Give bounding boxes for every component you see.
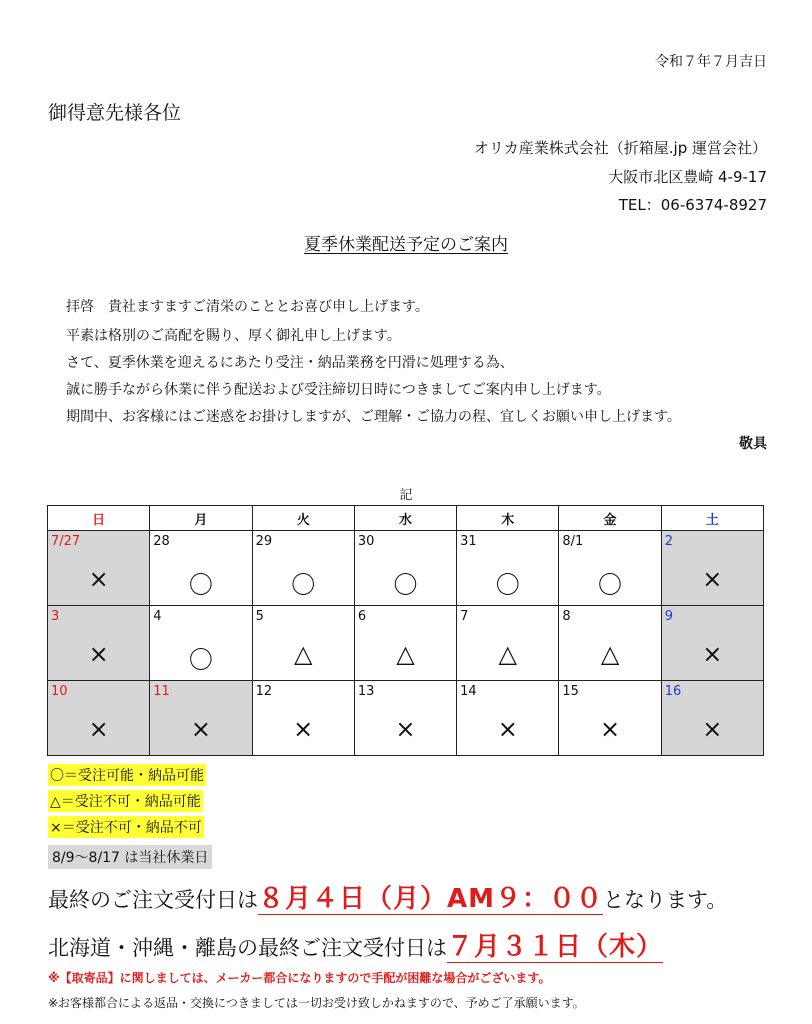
day-number: 8	[562, 609, 571, 624]
calendar-day-cell	[661, 606, 763, 681]
calendar-day-cell	[457, 681, 559, 756]
availability-mark: 〇	[188, 646, 213, 674]
document-title	[0, 230, 812, 255]
calendar-day-cell	[661, 681, 763, 756]
deadline-suffix: となります。	[603, 888, 728, 912]
body-line: 誠に勝手ながら休業に伴う配送および受注締切日時につきましてご案内申し上げます。	[66, 382, 611, 398]
day-number: 31	[460, 534, 477, 549]
day-number: 16	[664, 684, 682, 699]
calendar-day-cell	[252, 681, 354, 756]
day-number: 5	[255, 609, 264, 624]
document-date: 令和７年７月吉日	[655, 54, 767, 70]
day-number: 4	[153, 609, 162, 624]
calendar-day-cell	[354, 531, 456, 606]
availability-mark: ×	[702, 565, 723, 593]
availability-mark: 〇	[495, 571, 520, 599]
availability-mark: 〇	[188, 571, 213, 599]
company-address: 大阪市北区豊崎 4-9-17	[608, 168, 767, 186]
day-number: 30	[357, 534, 375, 549]
deadline-prefix: 最終のご注文受付日は	[48, 888, 258, 912]
day-number: 11	[153, 684, 170, 699]
weekday-wed: 水	[354, 506, 456, 531]
weekday-header-row	[48, 506, 764, 531]
day-number: 28	[153, 534, 170, 549]
availability-mark: 〇	[291, 571, 316, 599]
availability-mark: ×	[497, 715, 518, 743]
calendar-day-cell	[354, 681, 456, 756]
calendar-day-cell	[354, 606, 456, 681]
availability-mark: △	[498, 640, 517, 668]
calendar-day-cell	[252, 531, 354, 606]
deadline-date: ８月４日（月）AM９：００	[258, 884, 603, 914]
company-tel: TEL：06-6374-8927	[618, 196, 767, 214]
calendar-day-cell	[252, 606, 354, 681]
day-number: 29	[255, 534, 273, 549]
availability-mark: 〇	[393, 571, 418, 599]
availability-mark: ×	[293, 715, 314, 743]
availability-mark: ×	[88, 565, 109, 593]
calendar-body	[48, 531, 764, 756]
title-text: 夏季休業配送予定のご案内	[304, 235, 508, 255]
availability-mark: ×	[395, 715, 416, 743]
day-number: 15	[562, 684, 579, 699]
day-number: 9	[664, 609, 673, 624]
day-number: 2	[664, 534, 673, 549]
day-number: 7/27	[51, 534, 81, 549]
day-number: 8/1	[562, 534, 584, 549]
legend-circle: 〇＝受注可能・納品可能	[48, 764, 206, 786]
availability-mark: ×	[190, 715, 211, 743]
deadline-line	[48, 878, 727, 915]
closing-keigu: 敬具	[739, 436, 767, 452]
day-number: 13	[357, 684, 375, 699]
availability-mark: ×	[702, 715, 723, 743]
body-line: さて、夏季休業を迎えるにあたり受注・納品業務を円滑に処理する為、	[66, 355, 514, 371]
legend-triangle: △＝受注不可・納品可能	[48, 790, 203, 812]
calendar-day-cell	[559, 606, 661, 681]
day-number: 7	[460, 609, 469, 624]
weekday-sat: 土	[661, 506, 763, 531]
body-line: 平素は格別のご高配を賜り、厚く御礼申し上げます。	[66, 328, 401, 344]
calendar-day-cell	[150, 606, 252, 681]
calendar-day-cell	[559, 681, 661, 756]
availability-mark: △	[293, 640, 313, 668]
calendar-day-cell	[150, 531, 252, 606]
calendar-week-row	[48, 606, 764, 681]
calendar-day-cell	[559, 531, 661, 606]
company-name: オリカ産業株式会社（折箱屋.jp 運営会社）	[473, 139, 767, 157]
calendar-day-cell	[661, 531, 763, 606]
day-number: 3	[51, 609, 60, 624]
availability-mark: △	[600, 640, 620, 668]
day-number: 14	[460, 684, 477, 699]
calendar-week-row	[48, 531, 764, 606]
body-line: 期間中、お客様にはご迷惑をお掛けしますが、ご理解・ご協力の程、宜しくお願い申し上げます。	[66, 409, 681, 425]
remote-deadline-prefix: 北海道・沖縄・離島の最終ご注文受付日は	[48, 936, 447, 960]
calendar-day-cell	[48, 681, 150, 756]
calendar-day-cell	[457, 606, 559, 681]
weekday-fri: 金	[559, 506, 661, 531]
availability-mark: ×	[88, 640, 109, 668]
calendar-day-cell	[150, 681, 252, 756]
remote-deadline-line	[48, 926, 663, 963]
availability-mark: 〇	[598, 571, 623, 599]
weekday-sun: 日	[48, 506, 150, 531]
calendar-day-cell	[457, 531, 559, 606]
day-number: 10	[51, 684, 68, 699]
remote-deadline-date: ７月３１日（木）	[447, 932, 664, 962]
availability-mark: ×	[599, 715, 621, 743]
availability-mark: △	[396, 640, 415, 668]
availability-mark: ×	[702, 640, 723, 668]
body-line: 拝啓 貴社ますますご清栄のこととお喜び申し上げます。	[66, 299, 429, 315]
calendar-day-cell	[48, 531, 150, 606]
legend-cross: ×＝受注不可・納品不可	[48, 816, 204, 838]
note-gift-items: ※【取寄品】に関しましては、メーカー都合になりますので手配が困難な場合がございます。	[48, 971, 551, 985]
note-returns: ※お客様都合による返品・交換につきましては一切お受け致しかねますので、予めご了承願います。	[48, 996, 585, 1010]
addressee: 御得意先様各位	[48, 102, 182, 124]
calendar-week-row	[48, 681, 764, 756]
calendar-day-cell	[48, 606, 150, 681]
day-number: 12	[255, 684, 273, 699]
weekday-thu: 木	[457, 506, 559, 531]
day-number: 6	[357, 609, 367, 624]
holiday-note: 8/9～8/17 は当社休業日	[48, 845, 212, 869]
availability-mark: ×	[88, 715, 109, 743]
weekday-tue: 火	[252, 506, 354, 531]
weekday-mon: 月	[150, 506, 252, 531]
ki-heading: 記	[399, 488, 413, 503]
delivery-calendar	[47, 505, 764, 756]
